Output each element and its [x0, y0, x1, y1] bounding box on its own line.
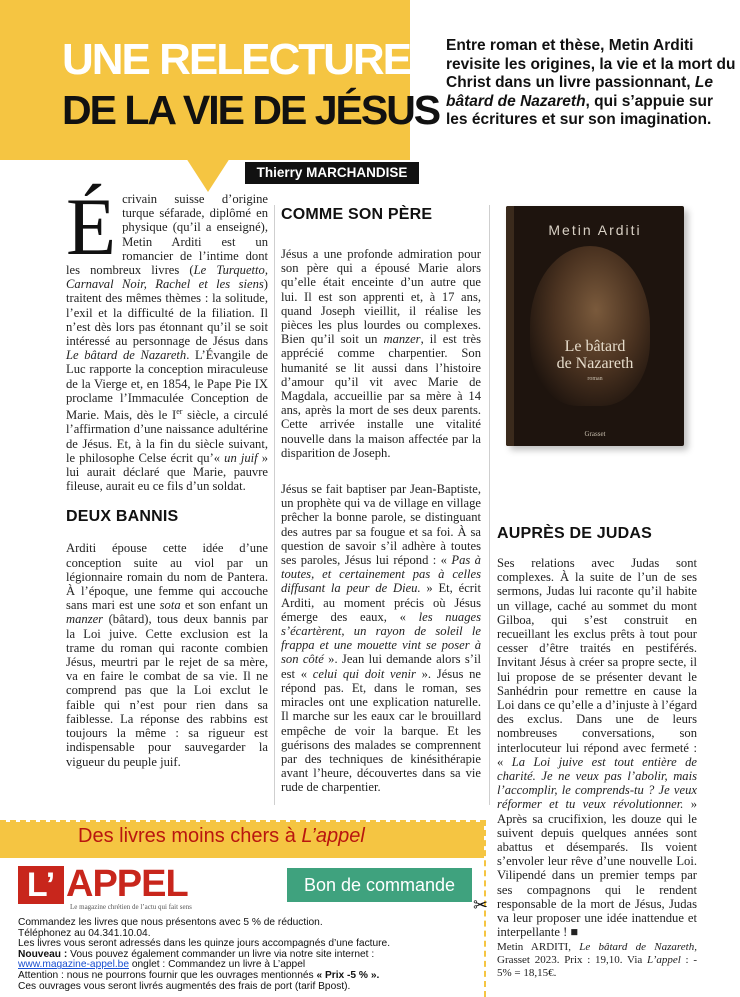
- instruction-line: www.magazine-appel.be onglet : Commandez un livre à L’appel: [18, 959, 306, 971]
- appel-logo-icon: L’: [18, 866, 64, 904]
- order-form-button[interactable]: Bon de commande: [287, 868, 472, 902]
- section-heading-comme-son-pere: COMME SON PÈRE: [281, 206, 433, 223]
- article-column-3: [497, 524, 697, 939]
- cover-author: Metin Arditi: [548, 222, 642, 238]
- instruction-line: Ces ouvrages vous seront livrés augmentés des frais de port (tarif Bpost).: [18, 980, 351, 992]
- instruction-line: Téléphonez au 04.341.10.04.: [18, 927, 151, 939]
- column-divider: [274, 205, 275, 805]
- scissors-icon: ✂: [473, 895, 489, 916]
- instruction-line: Nouveau : Vous pouvez également commander un livre via notre site internet :: [18, 948, 375, 960]
- website-link[interactable]: www.magazine-appel.be: [18, 959, 129, 971]
- paragraph-deux-bannis: Arditi épouse cette idée d’une conception suite au viol par un légionnaire romain du nom de Pantera. À l’époque, une femme qui accouche sans mari est une sota et son enfant un manzer (bâtard), tous deux bannis par la Loi juive. Cette exclusion est la trame du roman qui raconte combien Jésus, meurtri par le rejet de sa mère, va en faire le combat de sa vie. Il ne comprend pas que la Loi exclut le faible qui n’est pour rien dans sa faiblesse. La réponse des rabbins est toujours la même : sa rigueur est indispensable pour sauvegarder la vigueur du peuple juif.: [66, 541, 268, 769]
- column-divider: [489, 205, 490, 805]
- order-instructions: [18, 918, 478, 992]
- cover-publisher: Grasset: [584, 430, 606, 438]
- paragraph-judas: Ses relations avec Judas sont complexes. À la suite de l’un de ses sermons, Judas lui raconte qu’il habite un village, caché au sommet du mont Gilboa, qui s’est construit en recueillant les exclus prêts à tout pour cesser d’être traités en pestiférés. Invitant Jésus à créer sa propre secte, il lui propose de se présenter devant le Sanhédrin pour remettre en cause la Loi dans ce qu’elle a d’injuste à l’égard des exclus. Dans une de leurs nombreuses conversations, son interlocuteur lui répond avec fermeté : « La Loi juive est tout entière de charité. Je ne veux pas l’abolir, mais l’accomplir, le comprends-tu ? Je veux réformer et tu veux révolutionner. » Après sa crucifixion, les douze qui le suivent depuis quelques années sont abattus et désemparés. Ils voient s’envoler leur rêve d’une nouvelle Loi. Vilipendé dans un premier temps par ses compagnons qui le rendent responsable de la mort de Jésus, Judas va leur proposer une idée inattendue et interpellante ! ■: [497, 556, 697, 940]
- book-spine: [506, 206, 514, 446]
- intro-paragraph: Écrivain suisse d’origine turque séfarade, diplômé en physique (qu’il a enseigné), Metin Arditi est un romancier de l’intime dont les nombreux livres (Le Turquetto, Carnaval Noir, Rachel et les siens) traitent des mêmes thèmes : la solitude, l’exil et la difficulté de la filiation. Il n’est dès lors pas étonnant qu’il se soit intéressé au personnage de Jésus dans Le bâtard de Nazareth. L’Évangile de Luc rapporte la conception miraculeuse de la Vierge et, en 1854, le Pape Pie IX proclame l’Immaculée Conception de Marie. Mais, dès le Ier siècle, a circulé l’affirmation d’une naissance adultérine de Jésus. Et, à la fin du siècle suivant, le philosophe Celse écrit qu’« un juif » lui aurait déclaré que Marie, pauvre fileuse, aurait eu ce fils d’un soldat.: [66, 181, 269, 494]
- cover-genre: roman: [587, 376, 603, 382]
- article-title-line2: DE LA VIE DE JÉSUS: [62, 87, 440, 133]
- article-column-2: [281, 205, 481, 795]
- cover-painting: [530, 246, 650, 406]
- section-heading-aupres-de-judas: AUPRÈS DE JUDAS: [497, 525, 653, 542]
- lead-book-title: Le bâtard de Nazareth: [446, 74, 714, 110]
- author-byline: Thierry MARCHANDISE: [245, 162, 419, 184]
- book-credit: Metin ARDITI, Le bâtard de Nazareth, Grasset 2023. Prix : 19,10. Via L’appel : - 5% = 18,15€.: [497, 941, 697, 979]
- cover-title: Le bâtard de Nazareth: [556, 338, 634, 372]
- paragraph-comme-son-pere: Jésus a une profonde admiration pour son père qui a épousé Marie alors qu’elle était enceinte d’un autre que lui. Il est son apprenti et, à 17 ans, quand Joseph vieillit, il réalise les pièces les plus lourdes ou complexes. Bien qu’il soit un manzer, il est très apprécié comme charpentier. Son humanité se lit aussi dans l’histoire d’amour qu’il vit avec Marie de Magdala, accueillie par sa mère à 14 ans, après la mort de ses deux parents. Cette arrivée installe une vitalité nouvelle dans la maison affectée par la disparition de Joseph.: [281, 247, 481, 460]
- promo-title: Des livres moins chers à L’appel: [78, 825, 365, 847]
- appel-logo-word: APPEL: [66, 863, 188, 905]
- instruction-line: Commandez les livres que nous présentons avec 5 % de réduction.: [18, 917, 323, 928]
- instruction-line: Attention : nous ne pourrons fournir que les ouvrages mentionnés « Prix -5 % ».: [18, 969, 380, 981]
- instruction-line: Les livres vous seront adressés dans les quinze jours accompagnés d’une facture.: [18, 938, 391, 950]
- article-title-line1: UNE RELECTURE: [62, 35, 411, 84]
- book-cover-image: [506, 206, 684, 446]
- header-notch: [186, 158, 230, 192]
- article-lead: Entre roman et thèse, Metin Arditi revisite les origines, la vie et la mort du Christ dans un livre passionnant, Le bâtard de Nazareth, qui s’appuie sur les écritures et sur son imagination.: [446, 37, 736, 128]
- paragraph-bapteme: Jésus se fait baptiser par Jean-Baptiste, un prophète qui va de village en village prêcher la bonne parole, se distinguant des autres par sa fougue et sa foi. À sa question de savoir s’il adhère à toutes ses paroles, Jésus lui répond : « Pas à toutes, et certainement pas à celles diffusant la peur de Dieu. » Et, écrit Arditi, au moment précis où Jésus émerge des eaux, « les nuages s’écartèrent, un rayon de soleil le frappa et une mouette vint se poser à son côté ». Jean lui demande alors s’il est « celui qui doit venir ». Jésus ne répond pas. Et, dans le roman, ses miracles ont une explication naturelle. Il marche sur les eaux car le brouillard empêche de voir la barque. Et les guérisons des malades se comprennent par des techniques de kinésithérapie avant l’heure, découvertes dans sa vie rude de charpentier.: [281, 482, 481, 795]
- appel-tagline: Le magazine chrétien de l’actu qui fait sens: [70, 903, 192, 911]
- section-heading-deux-bannis: DEUX BANNIS: [66, 508, 179, 526]
- article-column-1: [66, 181, 269, 769]
- drop-cap: É: [66, 181, 117, 272]
